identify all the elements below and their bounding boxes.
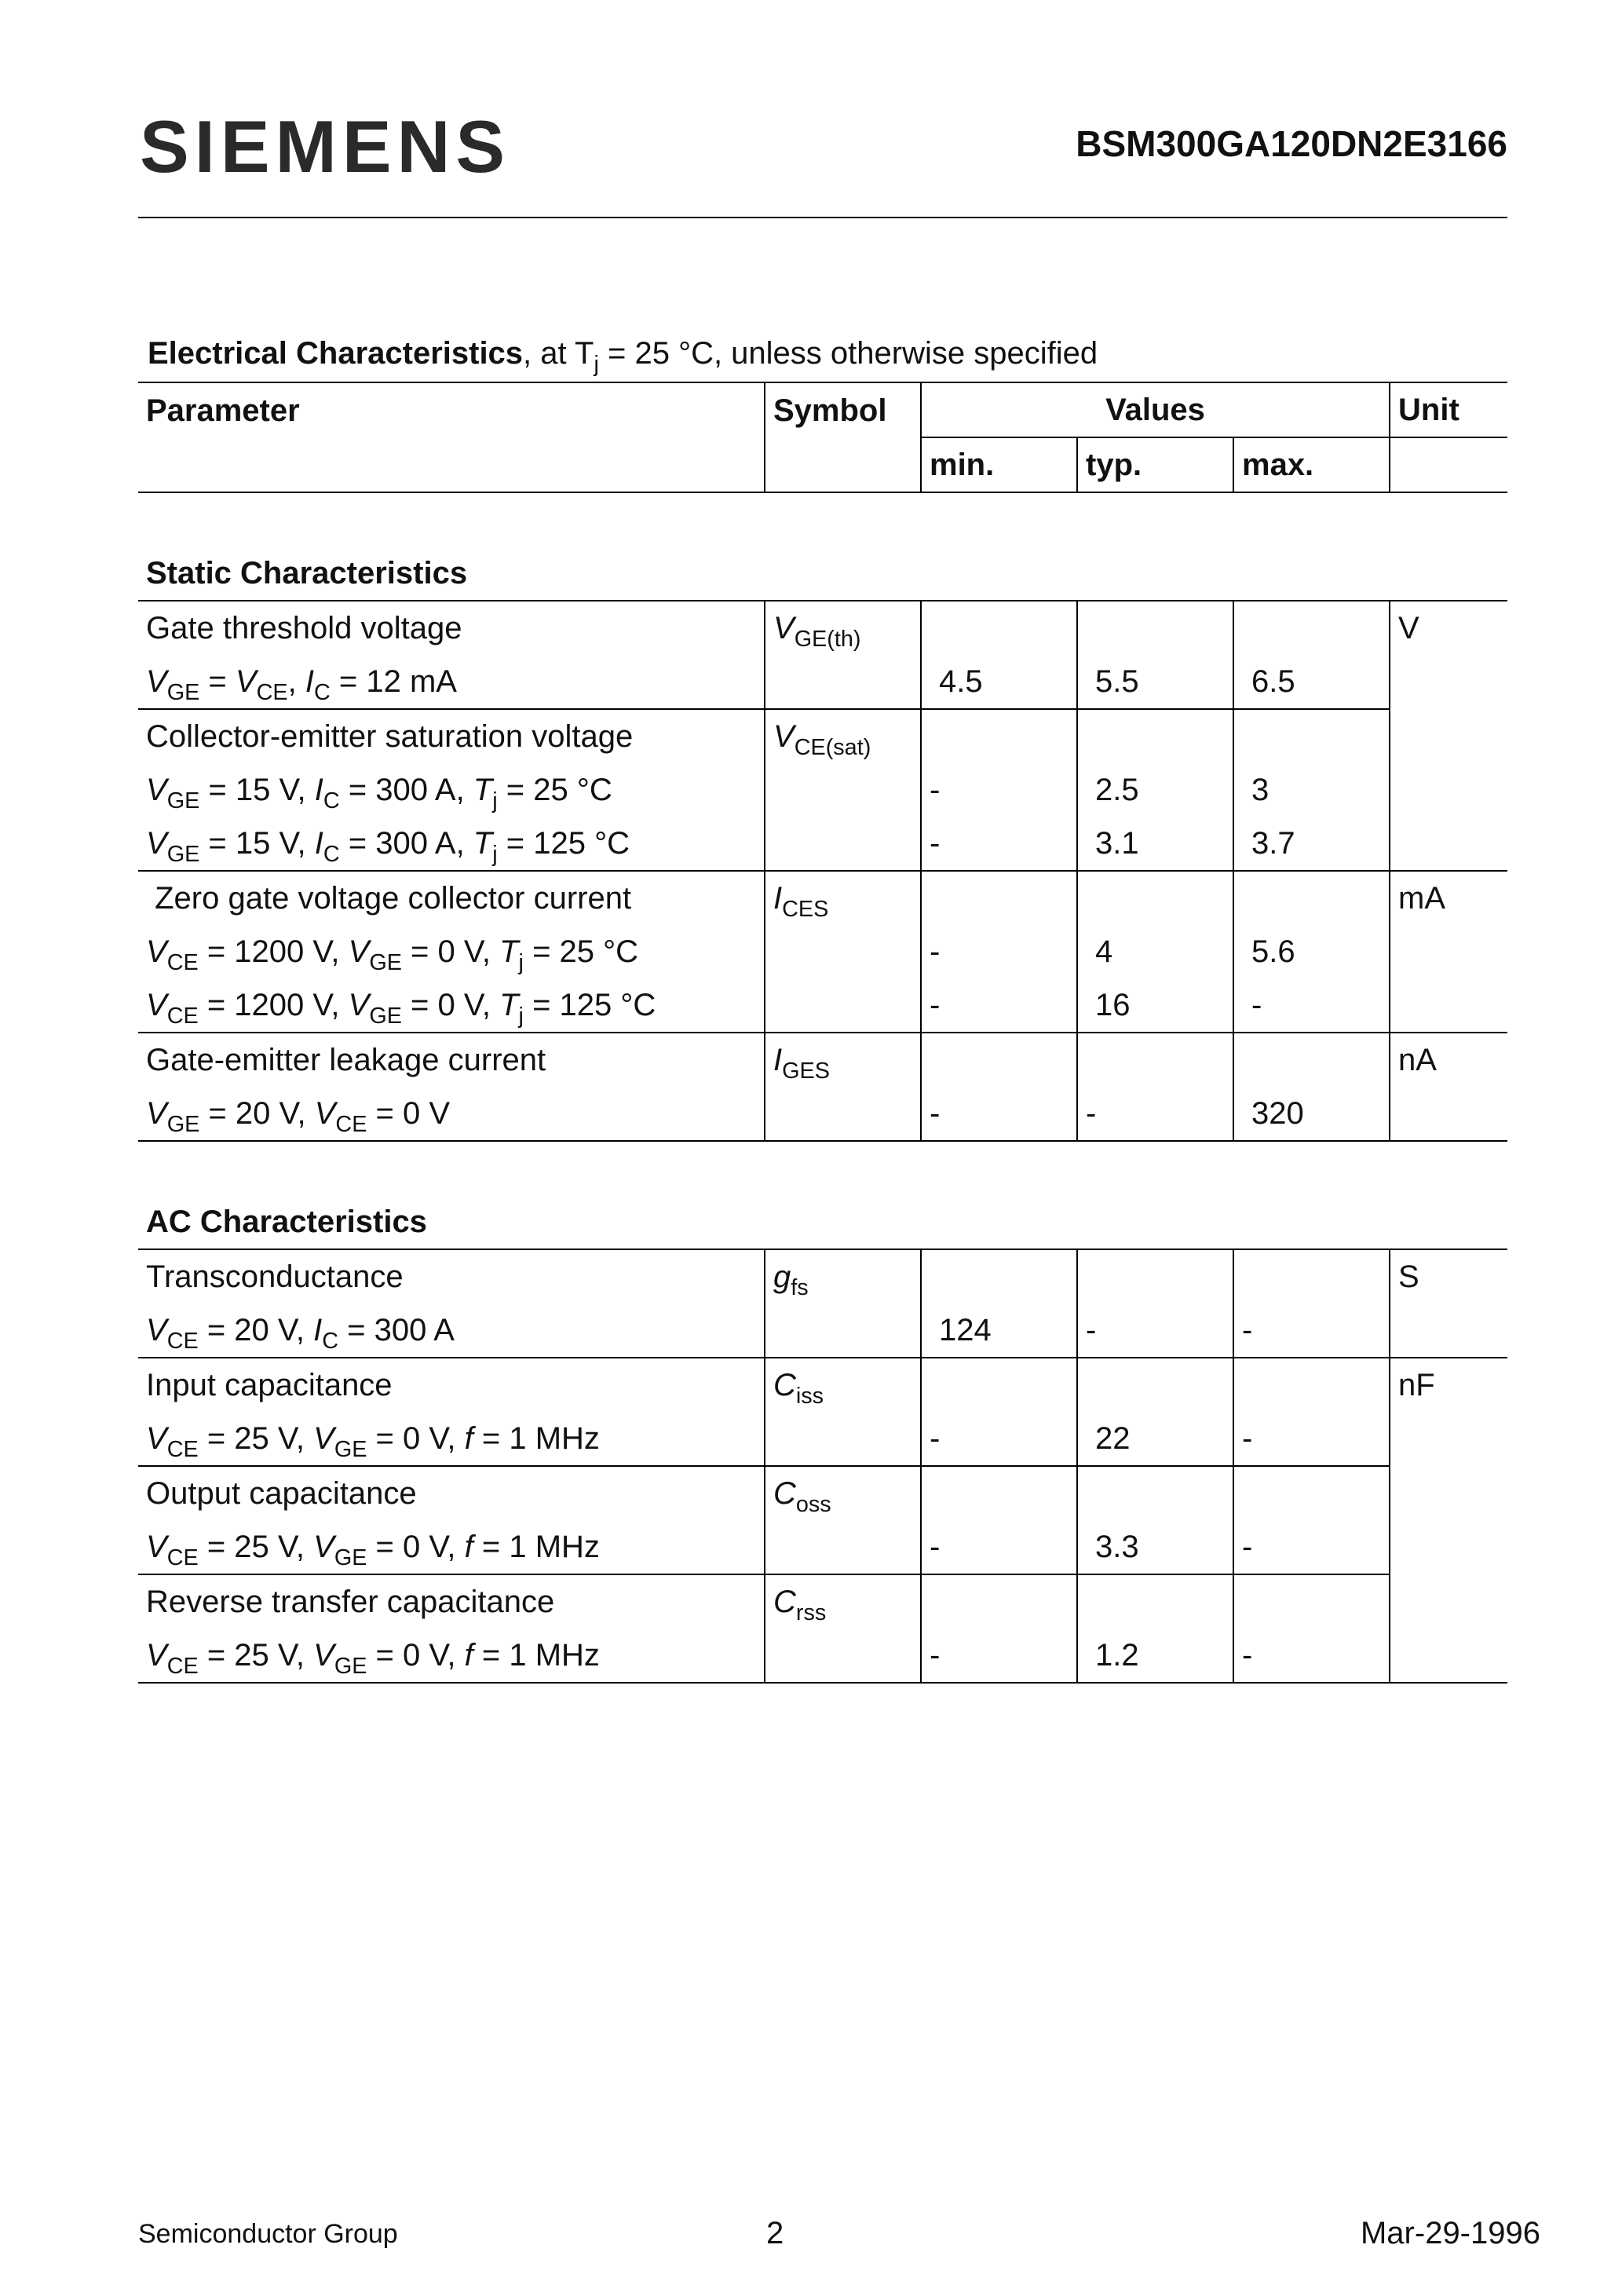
- condition-text: $V_{GE} = V_{CE}$, $I_C = 12$ mA: [138, 655, 765, 709]
- symbol-iges: $I_{GES}$: [765, 1033, 921, 1087]
- value-typ: 16: [1077, 978, 1233, 1033]
- unit-na: nA: [1390, 1033, 1507, 1087]
- header-typ: typ.: [1077, 437, 1233, 492]
- value-min: -: [921, 1520, 1077, 1574]
- header-parameter: Parameter: [146, 393, 300, 428]
- param-reverse-transfer-capacitance: Reverse transfer capacitance: [146, 1585, 555, 1619]
- header-divider: [138, 217, 1507, 218]
- value-min: -: [921, 817, 1077, 871]
- value-typ: 5.5: [1077, 655, 1233, 709]
- value-typ: 22: [1077, 1412, 1233, 1466]
- value-typ: 3.1: [1077, 817, 1233, 871]
- param-output-capacitance: Output capacitance: [146, 1476, 417, 1511]
- table-caption: Electrical Characteristics, at $T_j = 25$ °C, unless otherwise specified: [148, 336, 1098, 378]
- value-max: 3.7: [1233, 817, 1390, 871]
- value-max: 320: [1233, 1087, 1390, 1141]
- param-ices: Zero gate voltage collector current: [146, 881, 632, 916]
- ac-section-title: AC Characteristics: [146, 1205, 427, 1239]
- value-min: 4.5: [921, 655, 1077, 709]
- value-typ: -: [1077, 1303, 1233, 1358]
- siemens-logo: SIEMENS: [140, 105, 511, 188]
- value-min: -: [921, 763, 1077, 817]
- value-min: -: [921, 1087, 1077, 1141]
- value-min: -: [921, 978, 1077, 1033]
- param-gate-threshold: Gate threshold voltage: [146, 611, 462, 645]
- condition-text: $V_{CE} = 25$ V, $V_{GE} = 0$ V, f = 1 MHz: [138, 1520, 765, 1574]
- condition-text: $V_{CE} = 25$ V, $V_{GE} = 0$ V, f = 1 MHz: [138, 1412, 765, 1466]
- condition-text: $V_{GE} = 15$ V, $I_C = 300$ A, $T_j = 125$ °C: [138, 817, 765, 871]
- unit-v: V: [1390, 601, 1507, 655]
- symbol-ices: $I_{CES}$: [765, 871, 921, 925]
- param-vce-sat: Collector-emitter saturation voltage: [146, 719, 634, 754]
- condition-text: $V_{CE} = 25$ V, $V_{GE} = 0$ V, f = 1 MHz: [138, 1629, 765, 1683]
- header-max: max.: [1233, 437, 1390, 492]
- symbol-ciss: $C_{iss}$: [765, 1358, 921, 1412]
- condition-text: $V_{CE} = 1200$ V, $V_{GE} = 0$ V, $T_j = 25$ °C: [146, 934, 639, 976]
- part-number: BSM300GA120DN2E3166: [1076, 123, 1507, 164]
- symbol-crss: $C_{rss}$: [765, 1574, 921, 1629]
- page-number: 2: [766, 2216, 784, 2250]
- value-typ: 2.5: [1077, 763, 1233, 817]
- value-max: 6.5: [1233, 655, 1390, 709]
- footer-date: Mar-29-1996: [1360, 2216, 1540, 2250]
- param-iges: Gate-emitter leakage current: [146, 1043, 546, 1077]
- value-min: 124: [921, 1303, 1077, 1358]
- value-max: 3: [1233, 763, 1390, 817]
- unit-s: S: [1390, 1249, 1507, 1303]
- unit-ma: mA: [1390, 871, 1507, 925]
- value-max: -: [1233, 978, 1390, 1033]
- electrical-characteristics-table: [138, 382, 1507, 1684]
- header-symbol: Symbol: [765, 382, 921, 437]
- value-min: -: [921, 925, 1077, 978]
- symbol-vge-th: $V_{GE(th)}$: [765, 601, 921, 655]
- header-min: min.: [921, 437, 1077, 492]
- symbol-coss: $C_{oss}$: [765, 1466, 921, 1520]
- value-typ: -: [1077, 1087, 1233, 1141]
- footer-group: Semiconductor Group: [138, 2219, 398, 2249]
- condition-text: $V_{GE} = 15$ V, $I_C = 300$ A, $T_j = 25$ °C: [146, 773, 612, 814]
- value-typ: 4: [1077, 925, 1233, 978]
- header-unit: Unit: [1390, 382, 1507, 437]
- value-max: -: [1233, 1412, 1390, 1466]
- value-max: 5.6: [1233, 925, 1390, 978]
- symbol-gfs: $g_{fs}$: [765, 1249, 921, 1303]
- value-min: -: [921, 1629, 1077, 1683]
- value-max: -: [1233, 1520, 1390, 1574]
- value-min: -: [921, 1412, 1077, 1466]
- symbol-vce-sat: $V_{CE(sat)}$: [765, 709, 921, 763]
- value-max: -: [1233, 1303, 1390, 1358]
- param-transconductance: Transconductance: [146, 1260, 404, 1294]
- static-section-title: Static Characteristics: [146, 556, 468, 590]
- value-max: -: [1233, 1629, 1390, 1683]
- param-input-capacitance: Input capacitance: [146, 1368, 393, 1402]
- condition-text: $V_{CE} = 20$ V, $I_C = 300$ A: [138, 1303, 765, 1358]
- header-values: Values: [921, 382, 1390, 437]
- value-typ: 3.3: [1077, 1520, 1233, 1574]
- value-typ: 1.2: [1077, 1629, 1233, 1683]
- unit-nf: nF: [1390, 1358, 1507, 1412]
- condition-text: $V_{GE} = 20$ V, $V_{CE} = 0$ V: [138, 1087, 765, 1141]
- condition-text: $V_{CE} = 1200$ V, $V_{GE} = 0$ V, $T_j = 125$ °C: [138, 978, 765, 1033]
